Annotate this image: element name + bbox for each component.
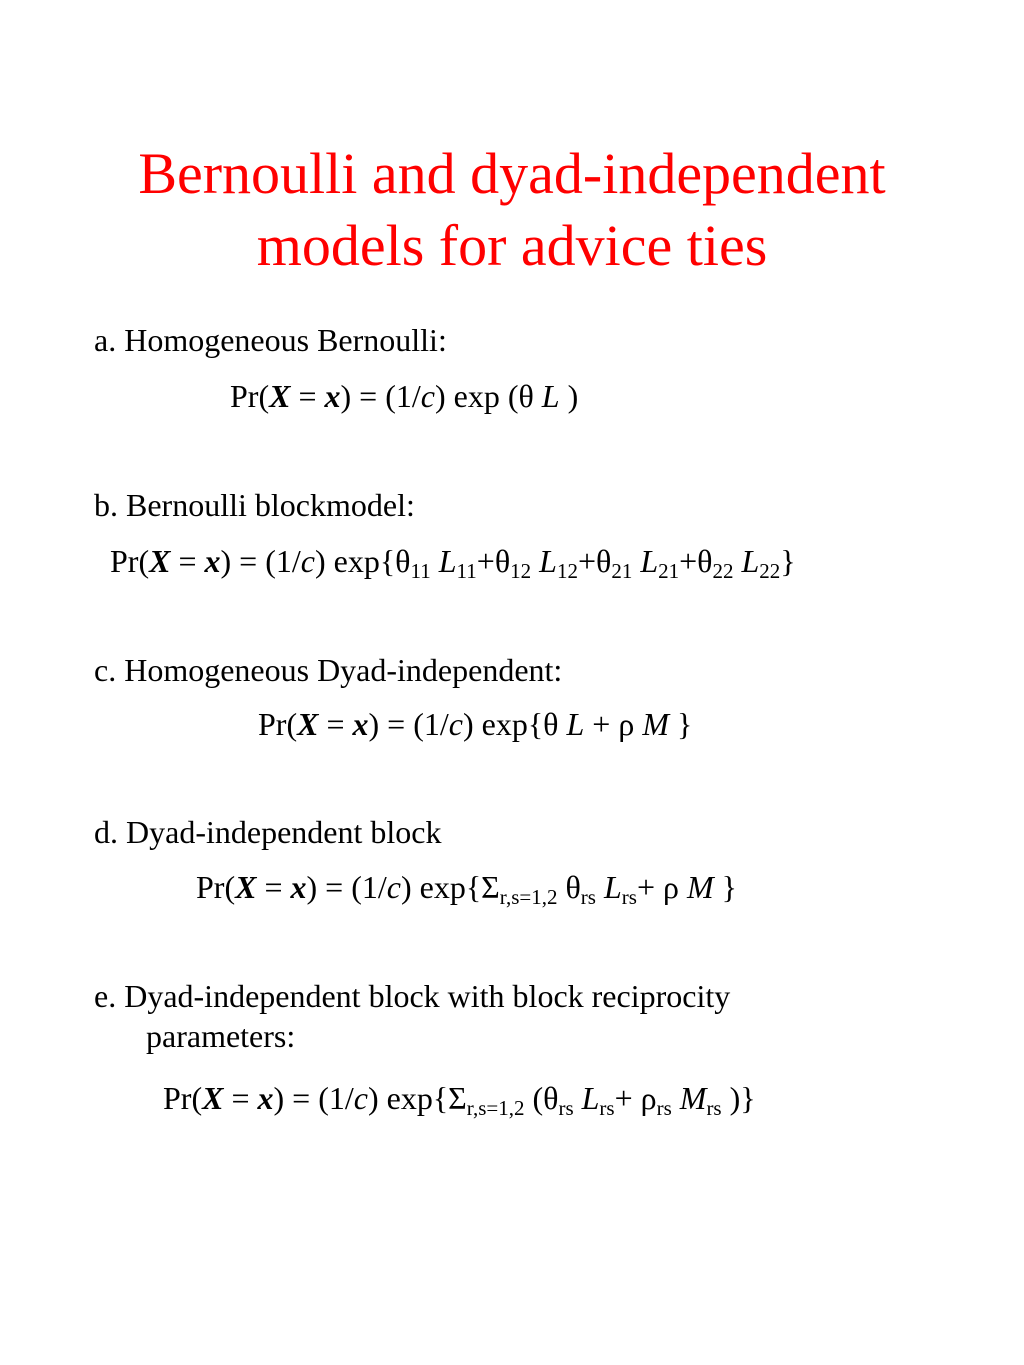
formula-e: Pr(X = x) = (1/c) $\exp\{\Sigma_{r,s=1,2}$ ($\theta_{rs}$ $L_{rs}+ \rho_{rs}$ $M_{rs}$ )} <box>163 1080 756 1120</box>
item-e-label-line-1: e. Dyad-independent block with block reciprocity <box>94 978 731 1014</box>
item-a-label: a. Homogeneous Bernoulli: <box>94 322 447 358</box>
item-c-label: c. Homogeneous Dyad-independent: <box>94 652 563 688</box>
item-e-label-line-2: parameters: <box>146 1018 296 1054</box>
title-line-1: Bernoulli and dyad-independent <box>138 141 886 206</box>
item-d-label: d. Dyad-independent block <box>94 814 442 850</box>
formula-a: Pr(X = x) = (1/c) exp (θ L ) <box>230 378 579 414</box>
formula-b: Pr(X = x) = (1/c) $\exp\{\theta_{11}$ $L_{11}+\theta_{12}$ $L_{12}+\theta_{21}$ $L_{21}+\theta_{22}$ $L_{22}$} <box>110 543 796 583</box>
formula-d: Pr(X = x) = (1/c) $\exp\{\Sigma_{r,s=1,2}$ $\theta_{rs}$ $L_{rs}+ \rho$ M } <box>196 869 737 909</box>
slide-title <box>0 138 1024 282</box>
item-e-label <box>94 976 894 1056</box>
title-line-2: models for advice ties <box>256 213 768 278</box>
formula-c: Pr(X = x) = (1/c) exp{θ L + ρ M } <box>258 706 693 742</box>
item-b-label: b. Bernoulli blockmodel: <box>94 487 415 523</box>
